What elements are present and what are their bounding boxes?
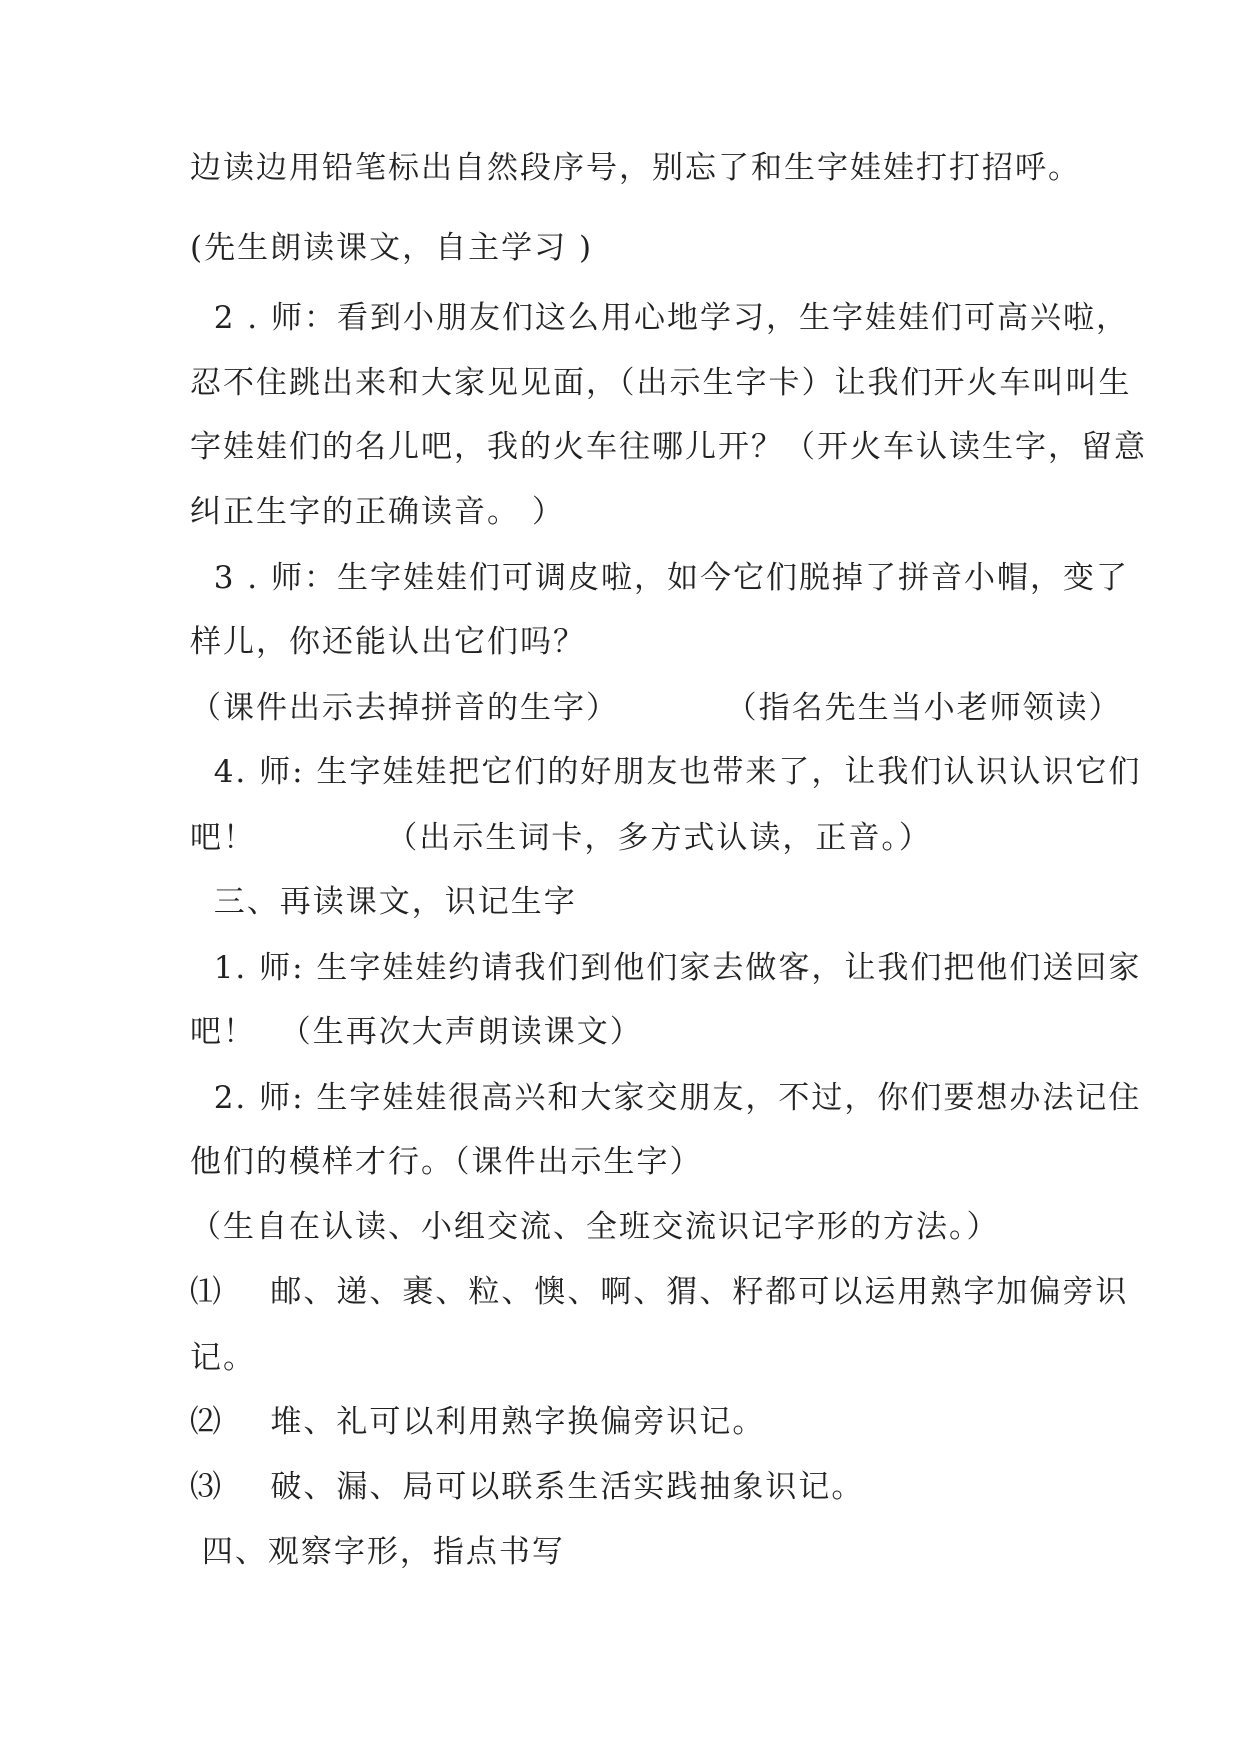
text-line: 边读边用铅笔标出自然段序号，别忘了和生字娃娃打打招呼。 — [190, 150, 1081, 186]
list-item: ⑶ 破、漏、局可以联系生活实践抽象识记。 — [190, 1469, 865, 1505]
text-line: 2. 师: 生字娃娃很高兴和大家交朋友，不过，你们要想办法记住 — [190, 1080, 1142, 1116]
text-line: 样儿，你还能认出它们吗？ — [190, 624, 586, 660]
text-line: 他们的模样才行。（课件出示生字） — [190, 1144, 703, 1180]
text-line: 2 . 师：看到小朋友们这么用心地学习，生字娃娃们可高兴啦， — [190, 300, 1129, 336]
text-line: (先生朗读课文，自主学习 ) — [190, 230, 594, 266]
text-line: （课件出示去掉拼音的生字） （指名先生当小老师领读） — [190, 690, 1122, 726]
text-line: 字娃娃们的名儿吧，我的火车往哪儿开？（开火车认读生字，留意 — [190, 429, 1147, 465]
text-line: 1. 师: 生字娃娃约请我们到他们家去做客，让我们把他们送回家 — [190, 950, 1142, 986]
list-item: ⑴ 邮、递、裹、粒、懊、啊、猬、籽都可以运用熟字加偏旁识 — [190, 1274, 1129, 1310]
text-line: 4. 师: 生字娃娃把它们的好朋友也带来了，让我们认识认识它们 — [190, 754, 1142, 790]
text-line: 3 . 师：生字娃娃们可调皮啦，如今它们脱掉了拼音小帽，变了 — [190, 560, 1129, 596]
text-line: 忍不住跳出来和大家见见面，（出示生字卡）让我们开火车叫叫生 — [190, 365, 1132, 401]
text-line: 吧！ （生再次大声朗读课文） — [190, 1014, 643, 1050]
text-line: （生自在认读、小组交流、全班交流识记字形的方法。） — [190, 1209, 1000, 1245]
text-line: 吧！ （出示生词卡，多方式认读，正音。） — [190, 820, 932, 856]
list-item: ⑵ 堆、礼可以利用熟字换偏旁识记。 — [190, 1404, 766, 1440]
section-heading: 三、再读课文，识记生字 — [190, 884, 577, 920]
text-line: 记。 — [190, 1340, 256, 1376]
text-line: 纠正生字的正确读音。 ） — [190, 494, 565, 530]
section-heading: 四、观察字形，指点书写 — [190, 1534, 565, 1570]
